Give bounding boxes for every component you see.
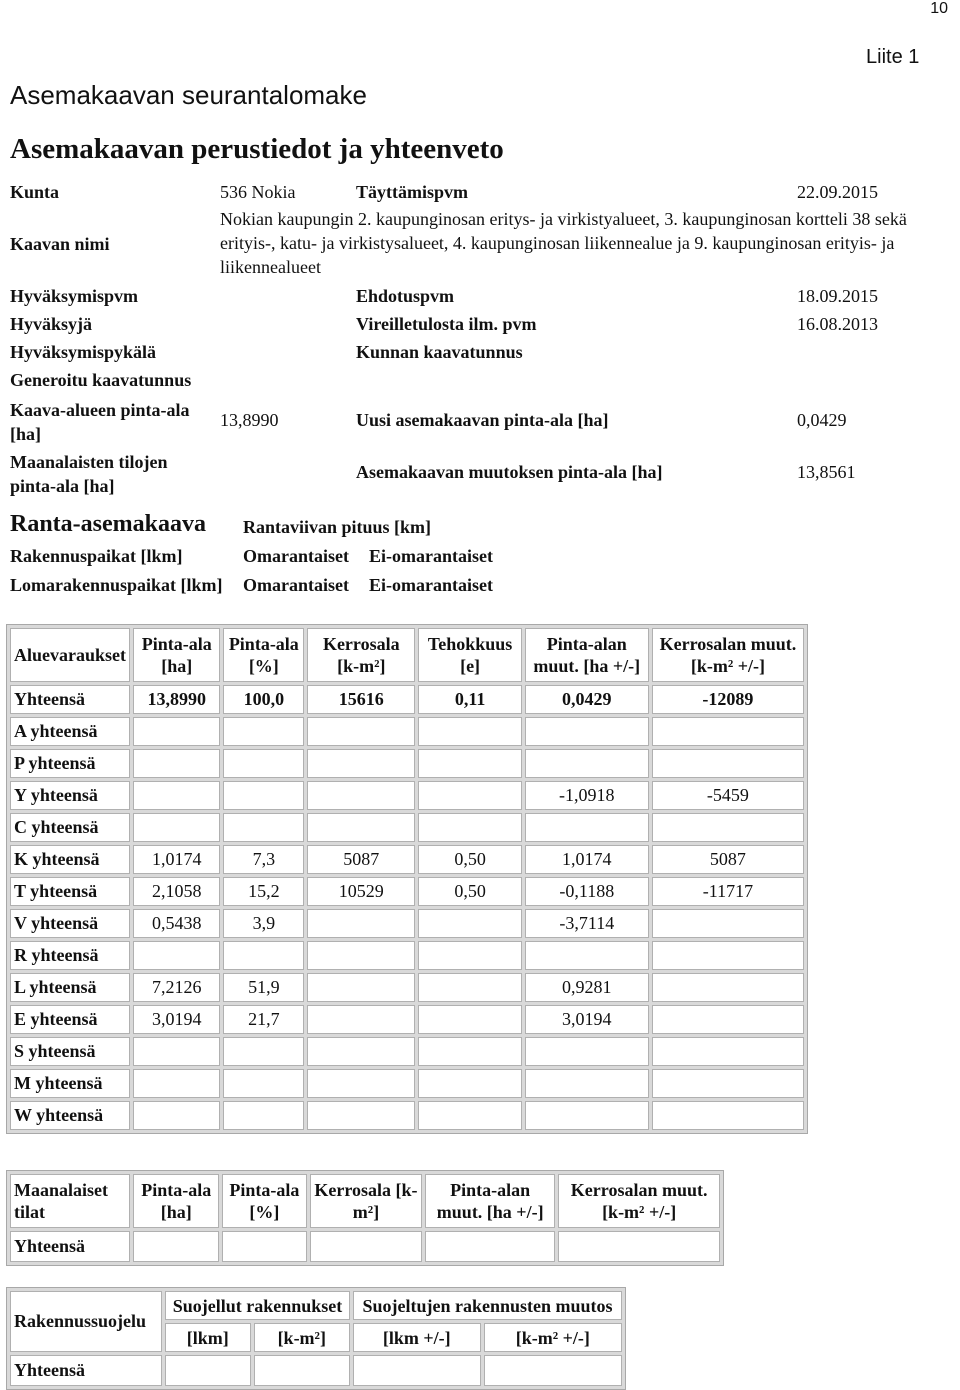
table-row <box>10 941 804 970</box>
column-header: Kerrosala [k-m²] <box>307 628 415 682</box>
row-label: T yhteensä <box>10 877 130 906</box>
row-label: P yhteensä <box>10 749 130 778</box>
table-cell <box>652 1037 804 1066</box>
table-cell: 7,2126 <box>133 973 220 1002</box>
table-cell <box>133 813 220 842</box>
kaava-alue-pinta-ala-value: 13,8990 <box>220 410 279 430</box>
table-cell: -3,7114 <box>525 909 649 938</box>
table-cell <box>254 1355 350 1386</box>
table-cell: -12089 <box>652 685 804 714</box>
table-cell <box>418 909 521 938</box>
row-label: C yhteensä <box>10 813 130 842</box>
table-row <box>10 909 804 938</box>
hyvaksymispykala-label: Hyväksymispykälä <box>10 342 157 362</box>
table-cell <box>418 941 521 970</box>
rantaviiva-label: Rantaviivan pituus [km] <box>243 517 432 537</box>
table-cell: -5459 <box>652 781 804 810</box>
table-cell <box>223 1037 304 1066</box>
kunta-value: 536 Nokia <box>220 182 296 202</box>
table-cell <box>307 749 415 778</box>
column-header: Kerrosalan muut. [k-m² +/-] <box>558 1174 720 1228</box>
table-cell <box>418 717 521 746</box>
row-label: Yhteensä <box>10 1231 130 1262</box>
table-cell <box>307 973 415 1002</box>
table-cell <box>307 1069 415 1098</box>
vireilletulo-label: Vireilletulosta ilm. pvm <box>356 314 537 334</box>
table-row <box>10 781 804 810</box>
row-label: V yhteensä <box>10 909 130 938</box>
table-row <box>10 845 804 874</box>
table-cell <box>484 1355 622 1386</box>
hyvaksyja-label: Hyväksyjä <box>10 314 93 334</box>
table-cell: 100,0 <box>223 685 304 714</box>
asemakaavan-muutos-value: 13,8561 <box>797 462 856 482</box>
tayttamispvm-label: Täyttämispvm <box>356 182 468 202</box>
underground-spaces-table <box>6 1170 724 1266</box>
area-reservations-table <box>6 624 808 1134</box>
row-label: Yhteensä <box>10 685 130 714</box>
table-cell <box>652 1005 804 1034</box>
table-cell <box>223 717 304 746</box>
table-cell <box>525 1037 649 1066</box>
table-cell <box>133 1101 220 1130</box>
table-cell: 10529 <box>307 877 415 906</box>
table-row <box>10 813 804 842</box>
table-row <box>10 1037 804 1066</box>
table-cell <box>652 749 804 778</box>
table-cell <box>418 749 521 778</box>
table-cell: 13,8990 <box>133 685 220 714</box>
suojeltujen-muutos-header: Suojeltujen rakennusten muutos <box>353 1291 622 1320</box>
table-cell <box>307 1005 415 1034</box>
column-header: Pinta-ala [ha] <box>133 628 220 682</box>
table-cell <box>652 813 804 842</box>
table-row <box>10 1101 804 1130</box>
table-cell <box>310 1231 422 1262</box>
lomarakennuspaikat-label: Lomarakennuspaikat [lkm] <box>10 575 223 595</box>
uusi-asemakaava-value: 0,0429 <box>797 410 847 430</box>
ei-omarantaiset-label: Ei-omarantaiset <box>369 546 493 566</box>
table-cell: 15,2 <box>223 877 304 906</box>
table-cell: 0,50 <box>418 845 521 874</box>
table-cell <box>525 1101 649 1130</box>
table-cell <box>418 1037 521 1066</box>
row-label: K yhteensä <box>10 845 130 874</box>
table-cell: 2,1058 <box>133 877 220 906</box>
generoitu-kaavatunnus-label: Generoitu kaavatunnus <box>10 370 192 390</box>
loma-ei-omarantaiset-label: Ei-omarantaiset <box>369 575 493 595</box>
table-row <box>10 1069 804 1098</box>
table-cell: 1,0174 <box>133 845 220 874</box>
row-label: A yhteensä <box>10 717 130 746</box>
column-subheader: [lkm +/-] <box>353 1323 481 1352</box>
table-cell <box>307 909 415 938</box>
suojellut-rakennukset-header: Suojellut rakennukset <box>165 1291 350 1320</box>
vireilletulo-value: 16.08.2013 <box>797 314 878 334</box>
ehdotuspvm-label: Ehdotuspvm <box>356 286 455 306</box>
kunta-label: Kunta <box>10 182 60 202</box>
table-row <box>10 973 804 1002</box>
table-cell: 51,9 <box>223 973 304 1002</box>
rakennussuojelu-label: Rakennussuojelu <box>10 1291 162 1352</box>
column-subheader: [lkm] <box>165 1323 251 1352</box>
column-header: Pinta-ala [%] <box>222 1174 307 1228</box>
table-cell <box>223 813 304 842</box>
table-cell <box>133 781 220 810</box>
column-header: Pinta-ala [ha] <box>133 1174 218 1228</box>
kaavan-nimi-label: Kaavan nimi <box>10 234 110 254</box>
table-cell: 0,11 <box>418 685 521 714</box>
row-label: R yhteensä <box>10 941 130 970</box>
hyvaksymispvm-label: Hyväksymispvm <box>10 286 139 306</box>
table-cell <box>525 941 649 970</box>
table-cell <box>307 1101 415 1130</box>
column-header: Tehokkuus [e] <box>418 628 521 682</box>
table-cell: 0,50 <box>418 877 521 906</box>
row-label: Y yhteensä <box>10 781 130 810</box>
form-title: Asemakaavan seurantalomake <box>10 80 367 110</box>
column-header: Pinta-ala [%] <box>223 628 304 682</box>
table-cell <box>558 1231 720 1262</box>
row-label: M yhteensä <box>10 1069 130 1098</box>
main-heading: Asemakaavan perustiedot ja yhteenveto <box>10 133 504 165</box>
table-cell <box>307 813 415 842</box>
table-cell <box>425 1231 555 1262</box>
table-cell <box>652 941 804 970</box>
table-cell <box>652 1101 804 1130</box>
tayttamispvm-value: 22.09.2015 <box>797 182 878 202</box>
row-label: E yhteensä <box>10 1005 130 1034</box>
table-cell <box>418 781 521 810</box>
kunnan-kaavatunnus-label: Kunnan kaavatunnus <box>356 342 523 362</box>
table-cell <box>223 1069 304 1098</box>
table-cell <box>652 717 804 746</box>
table-cell: -1,0918 <box>525 781 649 810</box>
table-cell <box>418 1101 521 1130</box>
table-cell <box>222 1231 307 1262</box>
kaava-alue-pinta-ala-label: Kaava-alueen pinta-ala [ha] <box>10 400 190 444</box>
table-cell <box>652 909 804 938</box>
table-cell: 3,9 <box>223 909 304 938</box>
table-cell <box>353 1355 481 1386</box>
uusi-asemakaava-label: Uusi asemakaavan pinta-ala [ha] <box>356 410 609 430</box>
column-header: Pinta-alan muut. [ha +/-] <box>525 628 649 682</box>
table-cell <box>418 1069 521 1098</box>
table-row <box>10 877 804 906</box>
maanalaiset-tilat-label: Maanalaisten tilojen pinta-ala [ha] <box>10 452 168 496</box>
column-header: Kerrosalan muut. [k-m² +/-] <box>652 628 804 682</box>
table-cell: 7,3 <box>223 845 304 874</box>
table-cell <box>223 749 304 778</box>
table-row <box>10 717 804 746</box>
table-cell: -0,1188 <box>525 877 649 906</box>
table-row <box>10 1005 804 1034</box>
table-cell <box>418 813 521 842</box>
row-label: L yhteensä <box>10 973 130 1002</box>
table-cell <box>133 1231 218 1262</box>
table-cell <box>307 781 415 810</box>
table-cell <box>223 1101 304 1130</box>
table-cell: 5087 <box>652 845 804 874</box>
row-label: W yhteensä <box>10 1101 130 1130</box>
table-cell <box>133 941 220 970</box>
asemakaavan-muutos-label: Asemakaavan muutoksen pinta-ala [ha] <box>356 462 663 482</box>
table-cell <box>307 717 415 746</box>
table-cell: 0,5438 <box>133 909 220 938</box>
row-label: Yhteensä <box>10 1355 162 1386</box>
loma-omarantaiset-label: Omarantaiset <box>243 575 349 595</box>
table-cell: 3,0194 <box>525 1005 649 1034</box>
table-cell <box>652 973 804 1002</box>
column-header: Maanalaiset tilat <box>10 1174 130 1228</box>
column-header: Aluevaraukset <box>10 628 130 682</box>
table-cell <box>223 781 304 810</box>
page-number: 10 <box>930 0 948 17</box>
table-cell <box>652 1069 804 1098</box>
building-protection-table <box>6 1287 626 1390</box>
table-row <box>10 685 804 714</box>
ehdotuspvm-value: 18.09.2015 <box>797 286 878 306</box>
rakennuspaikat-label: Rakennuspaikat [lkm] <box>10 546 183 566</box>
table-cell <box>525 749 649 778</box>
omarantaiset-label: Omarantaiset <box>243 546 349 566</box>
table-cell <box>307 1037 415 1066</box>
table-cell: -11717 <box>652 877 804 906</box>
table-row <box>10 1355 622 1386</box>
ranta-heading: Ranta-asemakaava <box>10 511 206 537</box>
column-header: Kerrosala [k-m²] <box>310 1174 422 1228</box>
table-cell <box>223 941 304 970</box>
table-cell: 3,0194 <box>133 1005 220 1034</box>
column-subheader: [k-m²] <box>254 1323 350 1352</box>
table-cell <box>133 1037 220 1066</box>
column-subheader: [k-m² +/-] <box>484 1323 622 1352</box>
kaavan-nimi-value: Nokian kaupungin 2. kaupunginosan eritys- ja virkistyalueet, 3. kaupunginosan kortteli 38 sekä erityis-, katu- ja virkistysalueet, 4. kaupunginosan liikennealue ja 9. kaupunginosan erityis- ja liikennealueet <box>220 209 907 277</box>
table-cell <box>133 749 220 778</box>
table-cell <box>525 717 649 746</box>
table-cell <box>133 1069 220 1098</box>
table-cell: 0,0429 <box>525 685 649 714</box>
table-cell: 1,0174 <box>525 845 649 874</box>
table-cell <box>307 941 415 970</box>
table-cell <box>525 813 649 842</box>
table-cell: 21,7 <box>223 1005 304 1034</box>
row-label: S yhteensä <box>10 1037 130 1066</box>
table-cell: 5087 <box>307 845 415 874</box>
table-row <box>10 1231 720 1262</box>
column-header: Pinta-alan muut. [ha +/-] <box>425 1174 555 1228</box>
appendix-label: Liite 1 <box>866 46 920 68</box>
table-cell <box>133 717 220 746</box>
table-row <box>10 749 804 778</box>
table-cell <box>418 1005 521 1034</box>
table-cell <box>525 1069 649 1098</box>
table-cell: 15616 <box>307 685 415 714</box>
table-cell <box>165 1355 251 1386</box>
table-cell <box>418 973 521 1002</box>
table-cell: 0,9281 <box>525 973 649 1002</box>
